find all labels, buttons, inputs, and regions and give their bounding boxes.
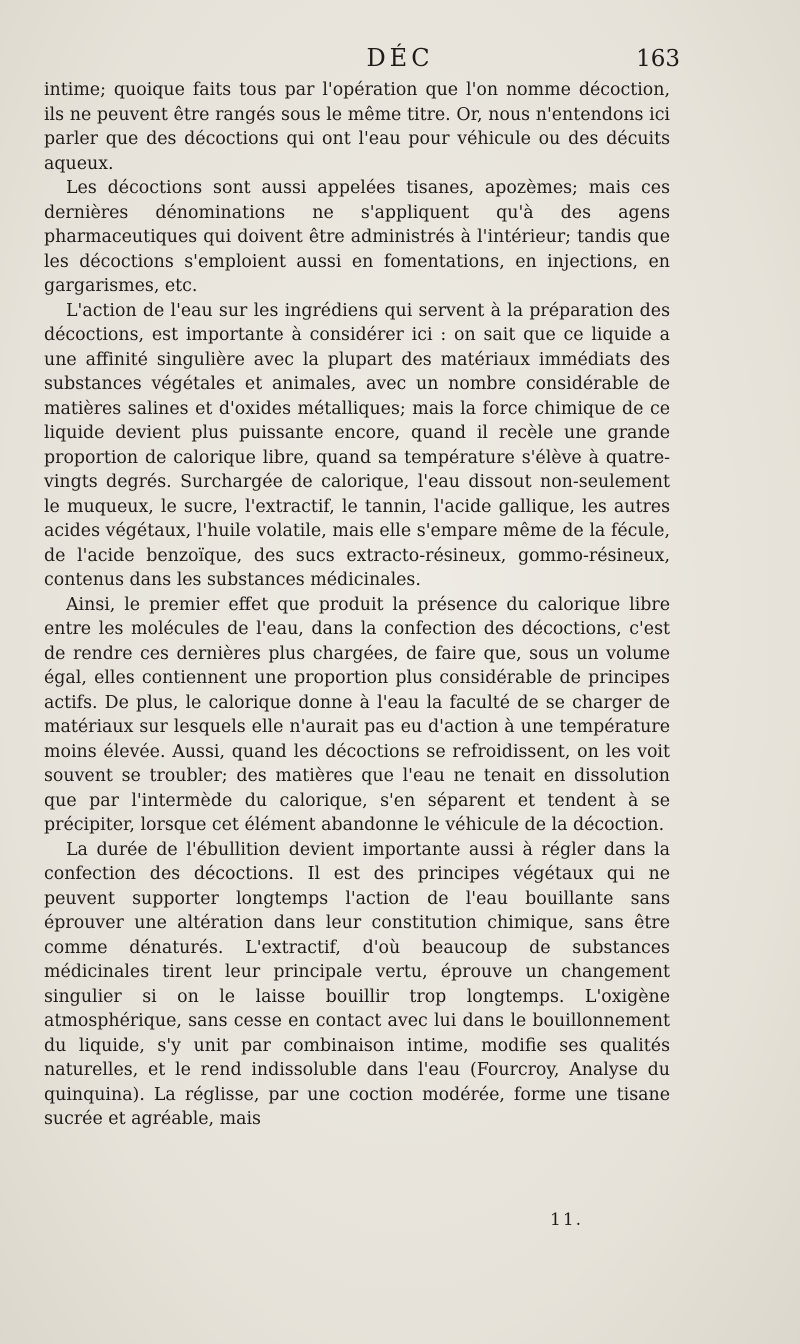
paragraph: Les décoctions sont aussi appelées tisanes, apozèmes; mais ces dernières dénominations ne s'appliquent qu'à des agens pharmaceutiques qui doivent être administrés à l'intérieur; tandis que les décoctions s'emploient aussi en fomentations, en injections, en gargarismes, etc. bbox=[44, 178, 670, 296]
signature-mark: 11. bbox=[550, 1210, 584, 1230]
paragraph: intime; quoique faits tous par l'opération que l'on nomme décoction, ils ne peuvent être rangés sous le même titre. Or, nous n'entendons ici parler que des décoctions qui ont l'eau pour véhicule ou des décuits aqueux. bbox=[44, 80, 670, 174]
page-header bbox=[0, 44, 800, 74]
page-number: 163 bbox=[636, 46, 680, 72]
paragraph: Ainsi, le premier effet que produit la présence du calorique libre entre les molécules de l'eau, dans la confection des décoctions, c'est de rendre ces dernières plus chargées, de faire que, sous un volume égal, elles contiennent une proportion plus considérable de principes actifs. De plus, le calorique donne à l'eau la faculté de se charger de matériaux sur lesquels elle n'aurait pas eu d'action à une température moins élevée. Aussi, quand les décoctions se refroidissent, on les voit souvent se troubler; des matières que l'eau ne tenait en dissolution que par l'intermède du calorique, s'en séparent et tendent à se précipiter, lorsque cet élément abandonne le véhicule de la décoction. bbox=[44, 594, 670, 835]
running-head: DÉC bbox=[366, 44, 434, 72]
paragraph: L'action de l'eau sur les ingrédiens qui servent à la préparation des décoctions, est importante à considérer ici : on sait que ce liquide a une affinité singulière avec la plupart des matériaux immédiats des substances végétales et animales, avec un nombre considérable de matières salines et d'oxides métalliques; mais la force chimique de ce liquide devient plus puissante encore, quand il recèle une grande proportion de calorique libre, quand sa température s'élève à quatre-vingts degrés. Surchargée de calorique, l'eau dissout non-seulement le muqueux, le sucre, l'extractif, le tannin, l'acide gallique, les autres acides végétaux, l'huile volatile, mais elle s'empare même de la fécule, de l'acide benzoïque, des sucs extracto-résineux, gommo-résineux, contenus dans les substances médicinales. bbox=[44, 300, 670, 590]
paragraph: La durée de l'ébullition devient importante aussi à régler dans la confection des décoctions. Il est des principes végétaux qui ne peuvent supporter longtemps l'action de l'eau bouillante sans éprouver une altération dans leur constitution chimique, sans être comme dénaturés. L'extractif, d'où beaucoup de substances médicinales tirent leur principale vertu, éprouve un changement singulier si on le laisse bouillir trop longtemps. L'oxigène atmosphérique, sans cesse en contact avec lui dans le bouillonnement du liquide, s'y unit par combinaison intime, modifie ses qualités naturelles, et le rend indissoluble dans l'eau (Fourcroy, Analyse du quinquina). La réglisse, par une coction modérée, forme une tisane sucrée et agréable, mais bbox=[44, 839, 670, 1129]
body-text bbox=[44, 78, 670, 1132]
